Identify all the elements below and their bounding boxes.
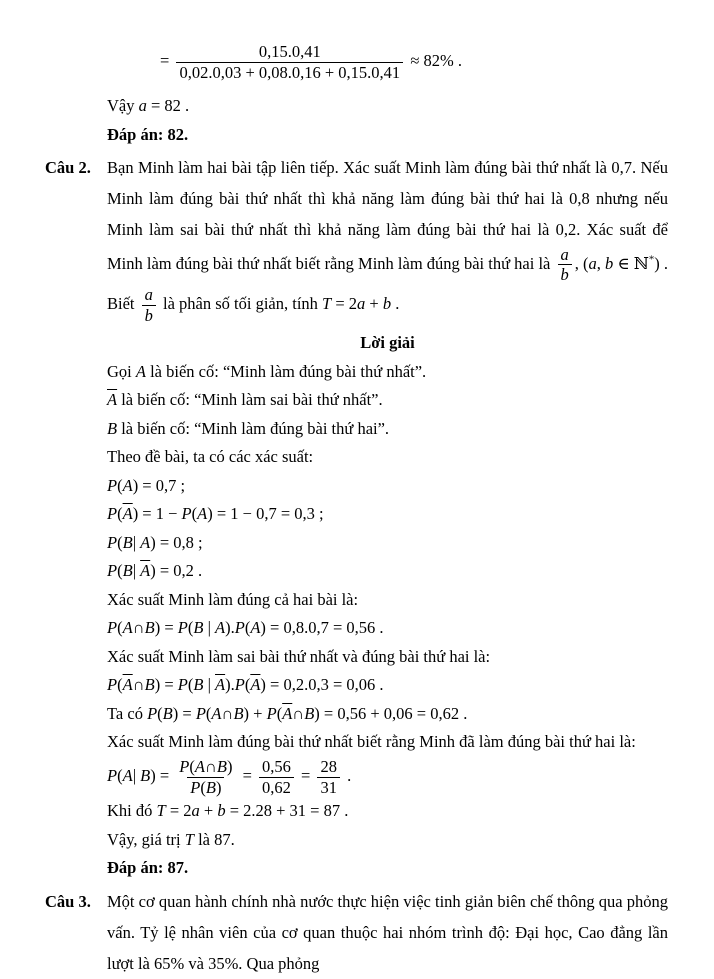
fraction-numerator — [558, 245, 572, 265]
math-italic: P — [177, 675, 188, 695]
text-run: 31 — [320, 777, 337, 797]
text-run: Bạn Minh làm hai bài tập liên tiếp. Xác suất Minh làm đúng bài thứ nhất là 0,7. Nếu Minh làm đúng bài thứ nhất thì khả năng làm đúng bài thứ hai là 0,8 nhưng nếu Minh làm sai bài thứ nhất thì khả năng làm đúng bài thứ hai là 0,2. Xác suất để Minh làm đúng bài thứ nhất biết rằng Minh làm đúng bài thứ hai là — [107, 157, 668, 273]
text-run: ) + — [243, 703, 267, 723]
text-run: ) = — [172, 703, 196, 723]
math-italic: P — [107, 675, 118, 695]
math-italic: P — [177, 618, 188, 638]
solution-line — [107, 728, 668, 757]
question-2-text — [107, 152, 668, 326]
math-italic: a — [588, 253, 597, 273]
math-italic: B — [304, 703, 315, 723]
solution-line — [107, 500, 668, 529]
fraction-denominator — [317, 777, 340, 798]
text-run: Một cơ quan hành chính nhà nước thực hiện việc tinh giản biên chế thông qua phỏng vấn. Tỷ lệ nhân viên của cơ quan thuộc hai nhóm trình độ: Đại học, Cao đẳng lần lượt là 65% và 35%. Qua phỏng — [107, 891, 668, 973]
fraction — [176, 757, 235, 798]
math-italic: B — [144, 675, 155, 695]
math-italic: b — [605, 253, 614, 273]
math-overline: $\overline{A}$ — [140, 561, 151, 581]
math-italic: A — [194, 756, 205, 776]
text-run: Khi đó — [107, 801, 157, 821]
text-run: ( — [117, 675, 123, 695]
math-italic: a — [560, 244, 569, 264]
math-italic: b — [217, 801, 226, 821]
text-run: Xác suất Minh làm sai bài thứ nhất và đúng bài thứ hai là: — [107, 646, 491, 666]
math-italic: P — [107, 618, 118, 638]
math-italic: P — [234, 618, 245, 638]
solution-line — [107, 643, 668, 672]
text-run: là biến cố: “Minh làm sai bài thứ nhất”. — [117, 390, 383, 410]
text-run: ). — [225, 618, 235, 638]
math-italic: P — [266, 703, 277, 723]
text-run: ∩ — [292, 703, 305, 723]
math-italic: P — [107, 561, 118, 581]
fraction-denominator — [259, 777, 294, 798]
text-run: ( — [191, 504, 198, 524]
question-3-label: Câu 3. — [45, 891, 91, 911]
math-italic: A — [135, 361, 146, 381]
text-run: ) = 0,7 ; — [132, 475, 186, 495]
text-run: là 87. — [193, 829, 235, 849]
math-italic: A — [122, 475, 133, 495]
text-run: Theo đề bài, ta có các xác suất: — [107, 447, 314, 467]
math-italic: B — [193, 618, 204, 638]
text-run: ) = 1 − — [132, 504, 182, 524]
text-run: = 2 — [331, 294, 358, 314]
solution-line — [107, 614, 668, 643]
solution-line — [107, 443, 668, 472]
solution-line — [107, 757, 668, 798]
math-italic: P — [179, 756, 190, 776]
math-italic: A — [122, 765, 133, 785]
text-run: ∩ — [221, 703, 234, 723]
text-run: ) = 0,8.0,7 = 0,56 . — [260, 618, 384, 638]
text-run: ) = — [154, 675, 178, 695]
fraction — [259, 757, 294, 798]
math-italic: b — [144, 305, 153, 325]
math-italic: T — [184, 829, 194, 849]
text-run: | — [132, 532, 141, 552]
equation-result-line — [160, 42, 668, 83]
math-italic: A — [211, 703, 222, 723]
math-italic: A — [122, 618, 133, 638]
question-2-label: Câu 2. — [45, 157, 91, 177]
text-run: ( — [117, 504, 123, 524]
question-3 — [45, 886, 668, 979]
math-italic: B — [193, 675, 204, 695]
math-overline: $\overline{A}$ — [122, 675, 133, 695]
solution-line — [107, 700, 668, 729]
text-run: ) = — [150, 765, 174, 785]
math-italic: B — [140, 765, 151, 785]
solution-steps — [45, 358, 668, 883]
text-run: ) — [215, 777, 222, 797]
fraction-denominator — [176, 62, 403, 83]
text-run: ) = 1 − 0,7 = 0,3 ; — [207, 504, 324, 524]
text-run: ( — [117, 561, 123, 581]
conclusion-line-q1 — [107, 91, 668, 120]
text-run: ) . Biết — [107, 253, 668, 314]
math-overline: $\overline{A}$ — [282, 703, 293, 723]
text-run: ( — [244, 618, 251, 638]
math-italic: B — [205, 777, 216, 797]
fraction — [317, 757, 340, 798]
text-run: ∩ — [204, 756, 217, 776]
text-run: = 2.28 + 31 = 87 . — [225, 801, 349, 821]
text-run: ( — [187, 675, 194, 695]
math-italic: a — [191, 801, 200, 821]
text-run: . — [342, 765, 352, 785]
bold-run: Đáp án: 87. — [107, 858, 189, 878]
math-italic: b — [560, 265, 569, 285]
fraction — [176, 42, 403, 83]
text-run: | — [132, 765, 141, 785]
text-run: ( — [189, 756, 195, 776]
text-run: , ( — [574, 253, 589, 273]
solution-line — [107, 854, 668, 883]
text-run: = — [160, 51, 174, 71]
text-run: ∩ — [132, 675, 145, 695]
text-run: ) = 0,2.0,3 = 0,06 . — [260, 675, 384, 695]
text-run: Ta có — [107, 703, 148, 723]
solution-line — [107, 415, 668, 444]
math-italic: B — [144, 618, 155, 638]
text-run: ( — [117, 618, 123, 638]
text-run: ( — [200, 777, 206, 797]
text-run: 28 — [320, 756, 337, 776]
fraction — [558, 245, 572, 286]
math-italic: P — [107, 475, 118, 495]
math-italic: A — [197, 504, 208, 524]
fraction-numerator — [259, 757, 294, 777]
text-run: ) = — [154, 618, 178, 638]
text-run: 0,62 — [262, 777, 291, 797]
text-run: + — [199, 801, 218, 821]
math-italic: B — [162, 703, 173, 723]
text-run: ( — [187, 618, 194, 638]
text-run: 0,15.0,41 — [258, 42, 321, 61]
text-run: Vậy, giá trị — [107, 829, 185, 849]
math-italic: B — [233, 703, 244, 723]
text-run: , — [596, 253, 606, 273]
fraction — [142, 285, 156, 326]
text-run: là biến cố: “Minh làm đúng bài thứ nhất”. — [145, 361, 427, 381]
math-italic: a — [357, 294, 366, 314]
math-italic: B — [216, 756, 227, 776]
math-italic: A — [140, 532, 151, 552]
solution-line — [107, 386, 668, 415]
text-run: ( — [276, 703, 283, 723]
solution-line — [107, 797, 668, 826]
question-2 — [45, 152, 668, 326]
text-run: ) = 0,2 . — [150, 561, 203, 581]
math-italic: A — [215, 618, 226, 638]
fraction-numerator — [176, 757, 235, 777]
math-italic: a — [144, 285, 153, 305]
text-run: ). — [225, 675, 235, 695]
fraction-denominator — [187, 777, 224, 798]
math-italic: a — [138, 95, 147, 115]
fraction-numerator — [256, 42, 324, 62]
math-overline: $\overline{A}$ — [107, 390, 118, 410]
text-run: ∈ ℕ — [613, 253, 649, 273]
solution-line — [107, 358, 668, 387]
text-run: là biến cố: “Minh làm đúng bài thứ hai”. — [117, 418, 390, 438]
math-italic: P — [107, 765, 118, 785]
math-italic: b — [382, 294, 392, 314]
text-run: | — [203, 675, 216, 695]
text-run: = 2 — [165, 801, 192, 821]
math-overline: $\overline{A}$ — [215, 675, 226, 695]
text-run: ∩ — [132, 618, 145, 638]
fraction-numerator — [317, 757, 340, 777]
text-run: = 82 . — [146, 95, 190, 115]
math-italic: P — [190, 777, 201, 797]
math-italic: P — [234, 675, 245, 695]
text-run: Vậy — [107, 95, 139, 115]
question-3-text — [107, 886, 668, 979]
math-italic: B — [122, 532, 133, 552]
fraction-numerator — [142, 285, 156, 305]
text-run: ( — [157, 703, 163, 723]
math-italic: P — [107, 504, 118, 524]
superscript: * — [648, 253, 655, 266]
solution-heading: Lời giải — [360, 332, 415, 352]
text-run: ( — [117, 475, 123, 495]
text-run: Xác suất Minh làm đúng bài thứ nhất biết rằng Minh đã làm đúng bài thứ hai là: — [107, 732, 636, 752]
answer-line-q1: Đáp án: 82. — [107, 124, 189, 144]
text-run: 0,02.0,03 + 0,08.0,16 + 0,15.0,41 — [179, 62, 401, 82]
solution-line — [107, 529, 668, 558]
text-run: . — [391, 294, 400, 314]
solution-line — [107, 557, 668, 586]
solution-line — [107, 671, 668, 700]
text-run: = — [296, 765, 315, 785]
solution-line — [107, 586, 668, 615]
math-italic: B — [122, 561, 133, 581]
fraction-denominator — [558, 264, 572, 285]
text-run: ( — [244, 675, 251, 695]
math-italic: A — [250, 618, 261, 638]
math-overline: $\overline{A}$ — [250, 675, 261, 695]
text-run: Xác suất Minh làm đúng cả hai bài là: — [107, 589, 359, 609]
math-italic: T — [156, 801, 166, 821]
text-run: ≈ 82% . — [406, 51, 462, 71]
text-run: ) = 0,8 ; — [150, 532, 203, 552]
text-run: = — [238, 765, 257, 785]
math-italic: T — [322, 294, 332, 314]
math-overline: $\overline{A}$ — [122, 504, 133, 524]
text-run: 0,56 — [262, 756, 291, 776]
math-italic: P — [181, 504, 192, 524]
math-italic: P — [147, 703, 158, 723]
text-run: | — [132, 561, 141, 581]
text-run: là phân số tối giản, tính — [158, 294, 323, 314]
text-run: Gọi — [107, 361, 136, 381]
solution-line — [107, 472, 668, 501]
fraction-denominator — [142, 305, 156, 326]
math-italic: P — [107, 532, 118, 552]
text-run: | — [203, 618, 216, 638]
math-italic: B — [107, 418, 118, 438]
text-run: ( — [117, 765, 123, 785]
text-run: ( — [117, 532, 123, 552]
text-run: ) — [226, 756, 233, 776]
text-run: ) = 0,56 + 0,06 = 0,62 . — [314, 703, 468, 723]
text-run: + — [365, 294, 383, 314]
solution-line — [107, 826, 668, 855]
math-italic: P — [195, 703, 206, 723]
text-run: ( — [205, 703, 212, 723]
